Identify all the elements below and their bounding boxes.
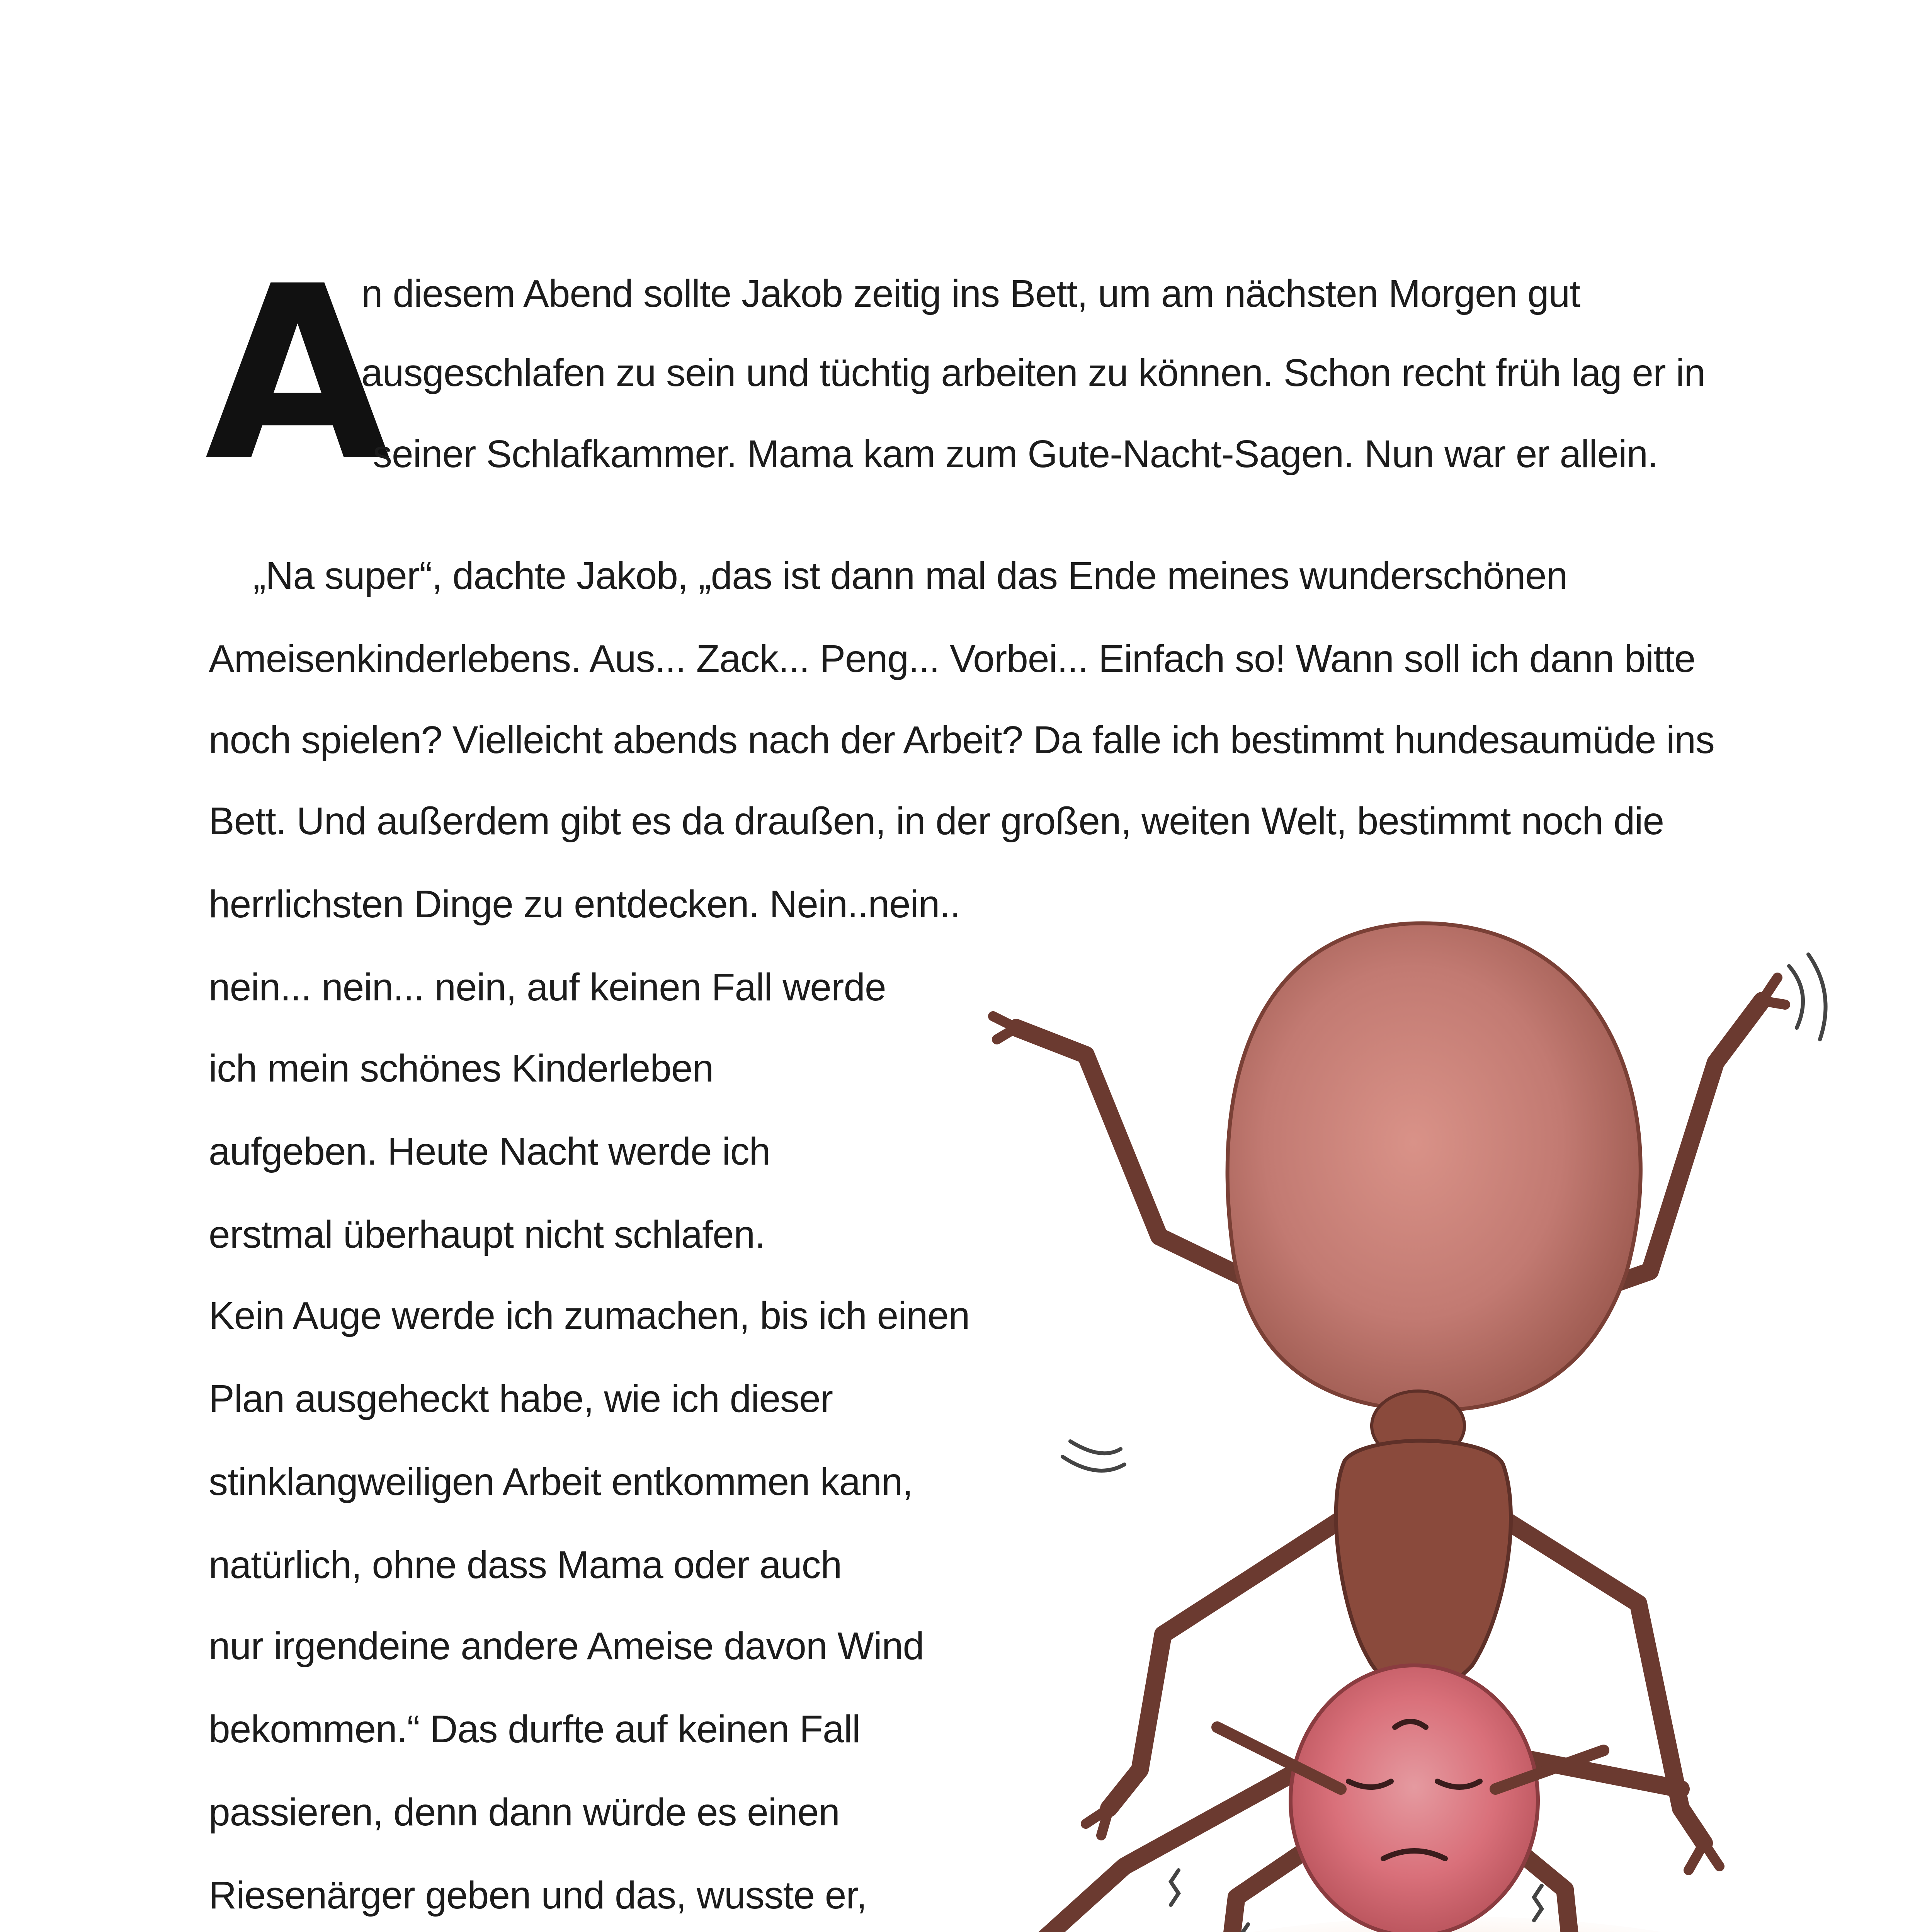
text-line: nein... nein... nein, auf keinen Fall werde — [209, 966, 886, 1009]
ant-abdomen — [1228, 923, 1641, 1410]
text-line: noch spielen? Vielleicht abends nach der Arbeit? Da falle ich bestimmt hundesaumüde ins — [209, 718, 1714, 762]
text-line: bekommen.“ Das durfte auf keinen Fall — [209, 1708, 861, 1751]
text-line: seiner Schlafkammer. Mama kam zum Gute-Nacht-Sagen. Nun war er allein. — [373, 432, 1658, 476]
text-line: ausgeschlafen zu sein und tüchtig arbeiten zu können. Schon recht früh lag er in — [361, 351, 1705, 395]
text-line: herrlichsten Dinge zu entdecken. Nein..nein.. — [209, 883, 961, 926]
text-line: erstmal überhaupt nicht schlafen. — [209, 1213, 765, 1256]
ant-thorax — [1336, 1441, 1511, 1691]
text-line: n diesem Abend sollte Jakob zeitig ins Bett, um am nächsten Morgen gut — [361, 272, 1580, 315]
text-line: passieren, denn dann würde es einen — [209, 1791, 840, 1834]
upside-down-ant-illustration — [869, 900, 1913, 1932]
text-line: „Na super“, dachte Jakob, „das ist dann mal das Ende meines wunderschönen — [253, 554, 1568, 597]
text-line: ich mein schönes Kinderleben — [209, 1047, 714, 1090]
text-line: Plan ausgeheckt habe, wie ich dieser — [209, 1377, 833, 1420]
text-line: stinklangweiligen Arbeit entkommen kann, — [209, 1460, 913, 1503]
text-line: aufgeben. Heute Nacht werde ich — [209, 1130, 770, 1173]
text-line: Bett. Und außerdem gibt es da draußen, in der großen, weiten Welt, bestimmt noch die — [209, 799, 1664, 843]
ant-head — [1291, 1665, 1538, 1932]
text-line: Riesenärger geben und das, wusste er, — [209, 1874, 867, 1917]
drop-cap: A — [205, 235, 390, 514]
text-line: natürlich, ohne dass Mama oder auch — [209, 1543, 842, 1587]
text-line: Kein Auge werde ich zumachen, bis ich einen — [209, 1294, 970, 1337]
text-line: Ameisenkinderlebens. Aus... Zack... Peng... Vorbei... Einfach so! Wann soll ich dann bitte — [209, 637, 1696, 680]
text-line: nur irgendeine andere Ameise davon Wind — [209, 1624, 924, 1668]
